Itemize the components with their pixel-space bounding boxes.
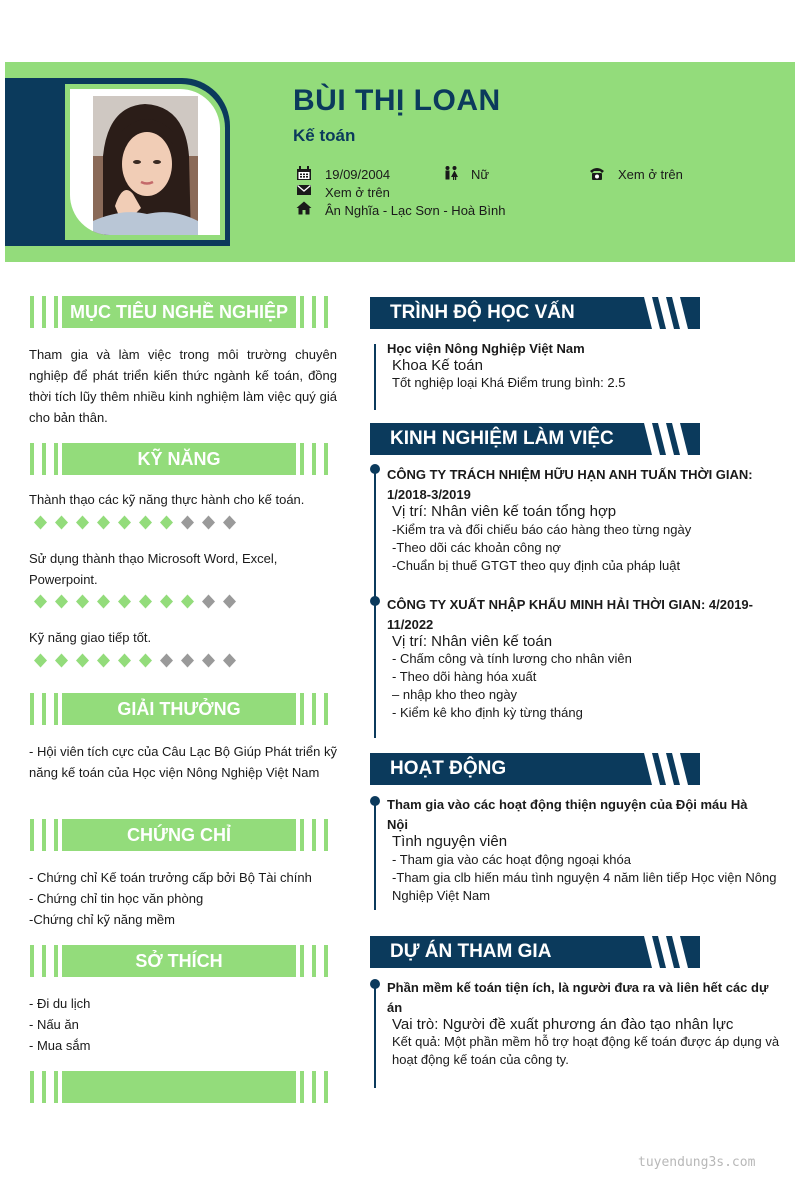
job-company: CÔNG TY TRÁCH NHIỆM HỮU HẠN ANH TUẤN THỜI GIAN: 1/2018-3/2019 bbox=[387, 467, 753, 502]
timeline-line bbox=[374, 344, 376, 410]
section-header-experience: KINH NGHIỆM LÀM VIỆC bbox=[370, 423, 700, 455]
rating-diamond-filled bbox=[33, 653, 48, 668]
watermark: tuyendung3s.com bbox=[638, 1155, 756, 1170]
hobby-item: - Mua sắm bbox=[29, 1038, 91, 1053]
hobby-item: - Đi du lịch bbox=[29, 996, 91, 1011]
skill-2-label: Sử dụng thành thạo Microsoft Word, Excel, Powerpoint. bbox=[29, 551, 278, 587]
rating-diamond-empty bbox=[222, 594, 237, 609]
skill-rating bbox=[33, 594, 237, 609]
section-header-hobbies: SỞ THÍCH bbox=[30, 945, 328, 977]
section-header-activities: HOẠT ĐỘNG bbox=[370, 753, 700, 785]
section-header-objective: MỤC TIÊU NGHỀ NGHIỆP bbox=[30, 296, 328, 328]
job-position: Vị trí: Nhân viên kế toán bbox=[392, 633, 553, 650]
rating-diamond-filled bbox=[33, 594, 48, 609]
skill-rating bbox=[33, 653, 237, 668]
rating-diamond-empty bbox=[180, 653, 195, 668]
envelope-icon bbox=[296, 183, 312, 197]
timeline-dot bbox=[370, 464, 380, 474]
rating-diamond-filled bbox=[54, 653, 69, 668]
rating-diamond-filled bbox=[75, 515, 90, 530]
rating-diamond-filled bbox=[159, 594, 174, 609]
rating-diamond-filled bbox=[54, 515, 69, 530]
job-duty: -Kiểm tra và đối chiếu báo cáo hàng theo từng ngày bbox=[392, 522, 692, 537]
photo-frame bbox=[5, 78, 230, 246]
rating-diamond-empty bbox=[222, 653, 237, 668]
objective-text: Tham gia và làm việc trong môi trường chuyên nghiệp để phát triển kiến thức ngành kế toán, đồng thời tích lũy thêm nhiều kinh nghiệm làm việc quý giá cho bản thân. bbox=[29, 347, 337, 425]
rating-diamond-filled bbox=[138, 515, 153, 530]
job-company: CÔNG TY XUẤT NHẬP KHẨU MINH HẢI THỜI GIAN: 4/2019-11/2022 bbox=[387, 597, 753, 632]
address: Ân Nghĩa - Lạc Sơn - Hoà Bình bbox=[325, 203, 506, 218]
rating-diamond-empty bbox=[222, 515, 237, 530]
calendar-icon bbox=[296, 166, 312, 180]
section-header-education: TRÌNH ĐỘ HỌC VẤN bbox=[370, 297, 700, 329]
hobby-item: - Nấu ăn bbox=[29, 1017, 79, 1032]
rating-diamond-filled bbox=[75, 653, 90, 668]
job-duty: - Kiểm kê kho định kỳ từng tháng bbox=[392, 705, 583, 720]
rating-diamond-filled bbox=[75, 594, 90, 609]
rating-diamond-filled bbox=[138, 594, 153, 609]
stripe-decoration bbox=[640, 753, 700, 785]
certificate-item: - Chứng chỉ Kế toán trưởng cấp bởi Bộ Tài chính bbox=[29, 870, 312, 885]
section-header-skills: KỸ NĂNG bbox=[30, 443, 328, 475]
skill-1-label: Thành thạo các kỹ năng thực hành cho kế toán. bbox=[29, 492, 305, 507]
rating-diamond-empty bbox=[201, 653, 216, 668]
section-header-projects: DỰ ÁN THAM GIA bbox=[370, 936, 700, 968]
profile-photo bbox=[93, 96, 198, 235]
rating-diamond-filled bbox=[96, 515, 111, 530]
gender-icon bbox=[443, 166, 459, 180]
timeline-dot bbox=[370, 596, 380, 606]
stripe-decoration bbox=[640, 297, 700, 329]
project-role: Vai trò: Người đề xuất phương án đào tạo nhân lực bbox=[392, 1016, 734, 1033]
activity-item: - Tham gia vào các hoạt động ngoại khóa bbox=[392, 852, 631, 867]
candidate-name: BÙI THỊ LOAN bbox=[293, 84, 501, 117]
job-duty: -Chuẩn bị thuế GTGT theo quy định của pháp luật bbox=[392, 558, 681, 573]
rating-diamond-filled bbox=[54, 594, 69, 609]
rating-diamond-filled bbox=[117, 515, 132, 530]
stripe-decoration bbox=[640, 423, 700, 455]
rating-diamond-empty bbox=[201, 594, 216, 609]
timeline-line bbox=[374, 983, 376, 1088]
education-major: Khoa Kế toán bbox=[392, 357, 483, 374]
skill-3-label: Kỹ năng giao tiếp tốt. bbox=[29, 630, 152, 645]
rating-diamond-filled bbox=[159, 515, 174, 530]
job-duty: – nhập kho theo ngày bbox=[392, 687, 518, 702]
rating-diamond-filled bbox=[180, 594, 195, 609]
education-school: Học viện Nông Nghiệp Việt Nam bbox=[387, 341, 585, 356]
birthdate: 19/09/2004 bbox=[325, 167, 391, 182]
rating-diamond-empty bbox=[201, 515, 216, 530]
rating-diamond-filled bbox=[138, 653, 153, 668]
job-duty: -Theo dõi các khoản công nợ bbox=[392, 540, 561, 555]
home-icon bbox=[296, 201, 312, 215]
rating-diamond-empty bbox=[180, 515, 195, 530]
timeline-dot bbox=[370, 979, 380, 989]
rating-diamond-filled bbox=[117, 653, 132, 668]
rating-diamond-filled bbox=[33, 515, 48, 530]
rating-diamond-empty bbox=[159, 653, 174, 668]
section-header-awards: GIẢI THƯỞNG bbox=[30, 693, 328, 725]
certificate-item: - Chứng chỉ tin học văn phòng bbox=[29, 891, 204, 906]
activity-item: -Tham gia clb hiến máu tình nguyện 4 năm liên tiếp Học viện Nông Nghiệp Việt Nam bbox=[392, 870, 777, 903]
activity-role: Tình nguyện viên bbox=[392, 833, 508, 850]
project-name: Phần mềm kế toán tiện ích, là người đưa ra và liên hết các dự án bbox=[387, 980, 769, 1015]
education-detail: Tốt nghiệp loại Khá Điểm trung bình: 2.5 bbox=[392, 375, 626, 390]
certificate-item: -Chứng chỉ kỹ năng mềm bbox=[29, 912, 175, 927]
job-title: Kế toán bbox=[293, 126, 356, 145]
rating-diamond-filled bbox=[117, 594, 132, 609]
section-header-empty bbox=[30, 1071, 328, 1103]
gender: Nữ bbox=[471, 167, 490, 182]
rating-diamond-filled bbox=[96, 594, 111, 609]
stripe-decoration bbox=[640, 936, 700, 968]
project-result: Kết quả: Một phần mềm hỗ trợ hoạt động kế toán được áp dụng và hoạt động kế toán của công ty. bbox=[392, 1034, 780, 1067]
phone: Xem ở trên bbox=[618, 167, 683, 182]
job-position: Vị trí: Nhân viên kế toán tổng hợp bbox=[392, 503, 617, 520]
job-duty: - Chấm công và tính lương cho nhân viên bbox=[392, 651, 632, 666]
job-duty: - Theo dõi hàng hóa xuất bbox=[392, 669, 537, 684]
timeline-dot bbox=[370, 796, 380, 806]
email: Xem ở trên bbox=[325, 185, 390, 200]
phone-icon bbox=[589, 166, 605, 180]
section-header-certificates: CHỨNG CHỈ bbox=[30, 819, 328, 851]
awards-text: - Hội viên tích cực của Câu Lạc Bộ Giúp Phát triển kỹ năng kế toán của Học viện Nông Nghiệp Việt Nam bbox=[29, 744, 337, 780]
rating-diamond-filled bbox=[96, 653, 111, 668]
timeline-line bbox=[374, 800, 376, 910]
activity-org: Tham gia vào các hoạt động thiện nguyện của Đội máu Hà Nội bbox=[387, 797, 748, 832]
skill-rating bbox=[33, 515, 237, 530]
